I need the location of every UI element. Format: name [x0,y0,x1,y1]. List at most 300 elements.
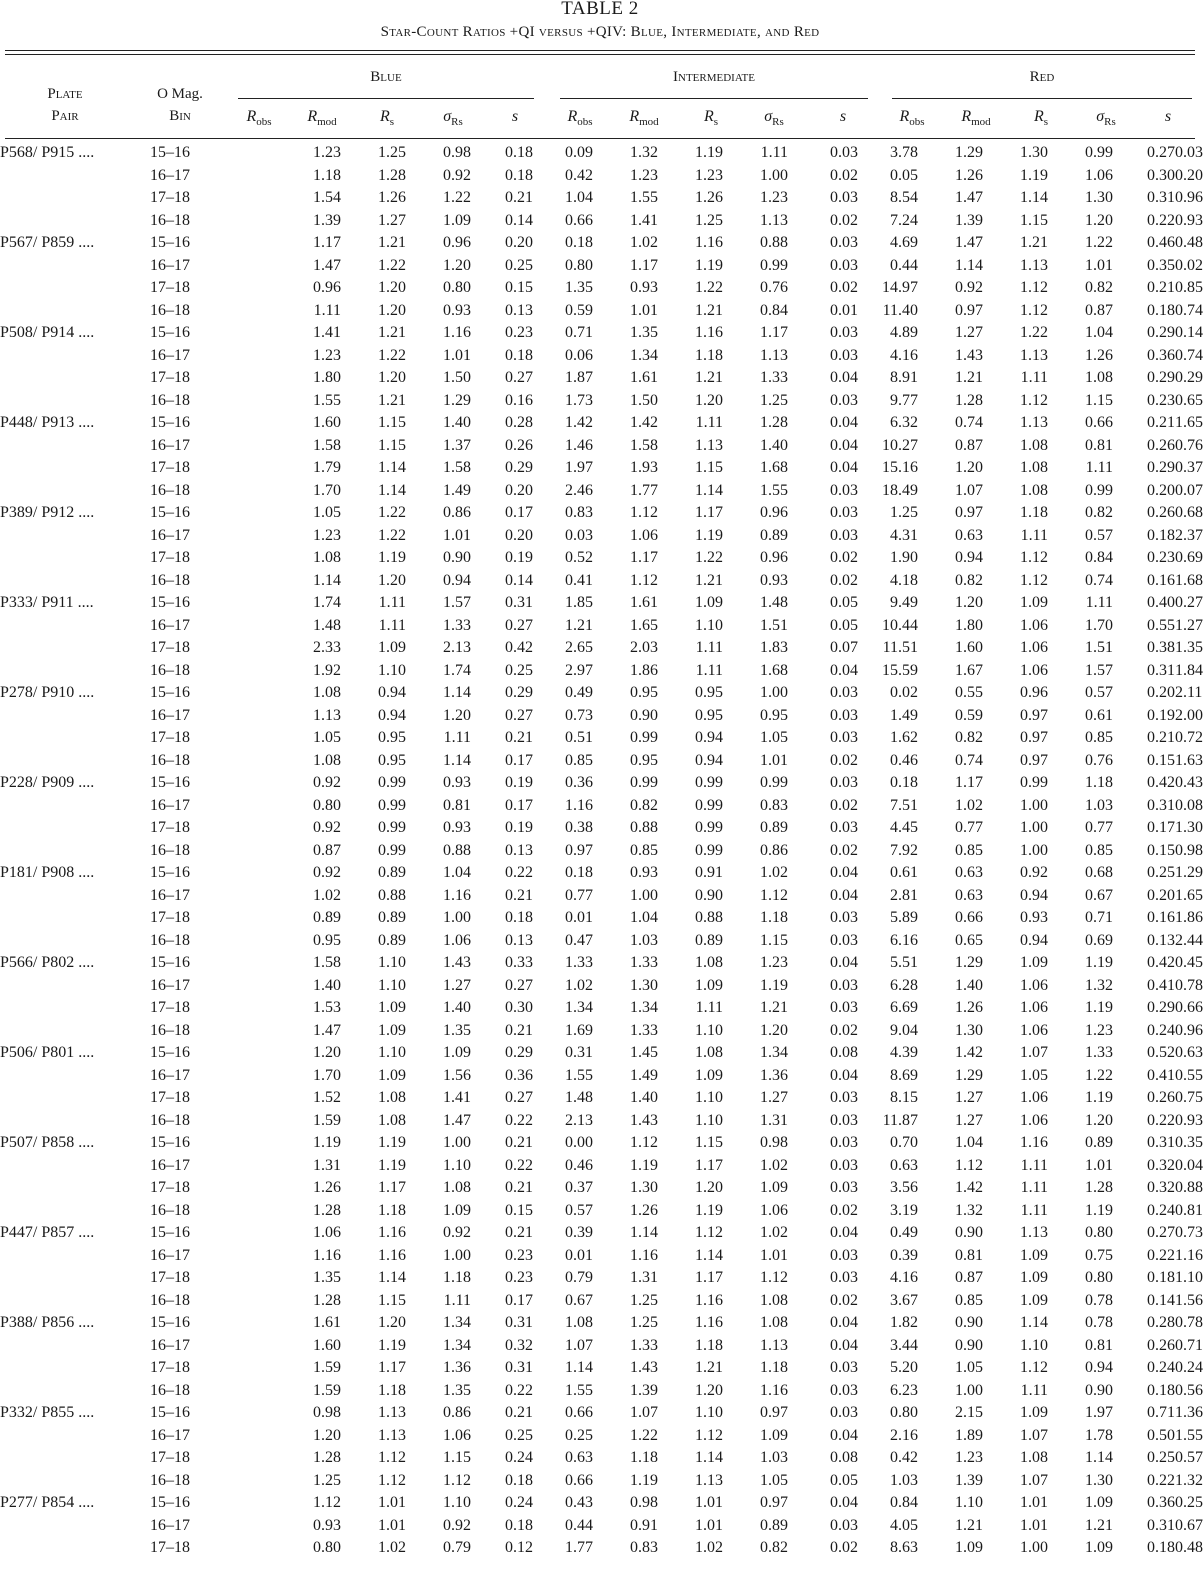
cell-mag-bin: 16–18 [150,1021,190,1039]
cell-mag-bin: 16–18 [150,391,190,409]
cell-value: 0.94 [1020,886,1048,904]
cell-value: 1.27 [1175,616,1203,634]
cell-value: 1.61 [630,369,658,386]
cell-value: 0.21 [1147,414,1175,431]
cell-plate-pair [0,1200,150,1223]
cell-value: 1.36 [443,1359,471,1376]
cell-value: 1.55 [313,391,341,409]
cell-value: 0.27 [505,976,533,994]
cell-value: 1.10 [695,616,723,634]
cell-value: 0.69 [1085,931,1113,949]
cell-mag-bin: 15–16 [150,864,190,881]
cell-value: 0.99 [695,796,723,814]
cell-value: 6.23 [890,1381,918,1399]
cell-value: 1.35 [313,1269,341,1286]
cell-value: 0.57 [565,1201,593,1219]
table-row [0,660,1200,683]
table-row [0,682,1200,705]
cell-value: 0.97 [955,504,983,521]
table-row [0,1470,1200,1493]
cell-value: 1.21 [760,999,788,1016]
table-row [0,547,1200,570]
cell-value: 0.03 [830,504,858,521]
table-row [0,1020,1200,1043]
cell-spacer [240,997,276,1020]
cell-plate-pair [0,1537,150,1560]
cell-value: 1.06 [1020,1089,1048,1106]
cell-value: 0.93 [443,301,471,319]
cell-value: 1.25 [630,1291,658,1309]
cell-value: 1.06 [313,1224,341,1241]
cell-value: 0.81 [1175,1201,1203,1219]
table-row [0,952,1200,975]
cell-value: 9.77 [890,391,918,409]
cell-value: 0.03 [830,1134,858,1151]
cell-value: 1.11 [1020,1156,1048,1174]
cell-plate-pair: P508/ P914 .... [0,324,95,341]
cell-value: 0.20 [1175,166,1203,184]
cell-value: 0.76 [1175,436,1203,454]
header-bottom-rule [5,138,1195,139]
cell-value: 0.81 [1085,436,1113,454]
cell-value: 1.09 [378,639,406,656]
cell-value: 2.13 [565,1111,593,1129]
cell-value: 1.19 [1020,166,1048,184]
cell-value: 1.35 [443,1381,471,1399]
cell-value: 1.28 [313,1291,341,1309]
cell-value: 0.27 [1147,144,1175,161]
cell-value: 0.41 [1147,1066,1175,1084]
cell-value: 1.56 [443,1066,471,1084]
cell-value: 0.29 [1147,369,1175,386]
cell-value: 1.12 [1020,279,1048,296]
cell-mag-bin: 15–16 [150,594,190,611]
column-header-red-r-s: $R_s$ [1033,108,1049,129]
cell-value: 1.25 [630,1314,658,1331]
cell-value: 0.37 [565,1179,593,1196]
cell-value: 0.96 [313,279,341,296]
cell-value: 1.05 [760,729,788,746]
cell-value: 1.26 [955,999,983,1016]
cell-value: 0.18 [1147,1269,1175,1286]
cell-value: 4.39 [890,1044,918,1061]
cell-value: 0.95 [378,751,406,769]
cell-value: 1.23 [955,1449,983,1466]
cell-value: 1.11 [313,301,341,319]
cell-value: 1.20 [443,706,471,724]
cell-value: 1.55 [565,1381,593,1399]
cell-value: 0.94 [955,549,983,566]
column-header-blue-r-mod: $R_{mod}$ [307,108,337,129]
cell-value: 0.80 [1085,1269,1113,1286]
cell-value: 0.26 [1147,1089,1175,1106]
cell-value: 0.81 [443,796,471,814]
cell-value: 1.19 [1085,1201,1113,1219]
column-header-intermediate-sigma-rs: $\sigma_{Rs}$ [764,108,784,129]
cell-value: 0.18 [565,864,593,881]
cell-value: 1.26 [313,1179,341,1196]
cell-spacer [240,705,276,728]
cell-value: 1.14 [695,1246,723,1264]
cell-spacer [240,300,276,323]
cell-value: 1.83 [760,639,788,656]
cell-value: 0.94 [1020,931,1048,949]
cell-value: 1.10 [695,1111,723,1129]
group-red: Red [1029,69,1055,85]
cell-value: 1.13 [378,1404,406,1421]
cell-value: 1.01 [378,1494,406,1511]
cell-mag-bin: 16–17 [150,616,190,634]
cell-value: 1.13 [760,211,788,229]
cell-value: 1.61 [313,1314,341,1331]
cell-value: 0.95 [760,706,788,724]
cell-value: 0.13 [1147,931,1175,949]
cell-value: 1.31 [630,1269,658,1286]
table-row [0,840,1200,863]
cell-value: 0.47 [565,931,593,949]
cell-value: 1.28 [1085,1179,1113,1196]
cell-value: 1.12 [1020,391,1048,409]
cell-spacer [240,1402,276,1425]
cell-value: 1.14 [378,1269,406,1286]
cell-value: 1.10 [955,1494,983,1511]
group-rule-intermediate [560,98,868,99]
cell-value: 1.09 [1020,954,1048,971]
cell-value: 1.19 [695,1201,723,1219]
cell-plate-pair [0,300,150,323]
cell-value: 1.10 [695,1089,723,1106]
header-plate: Plate [47,86,83,102]
cell-value: 0.75 [1175,1089,1203,1106]
cell-value: 1.21 [378,324,406,341]
cell-value: 0.17 [505,796,533,814]
cell-spacer [240,1110,276,1133]
cell-plate-pair [0,1155,150,1178]
cell-value: 1.12 [630,1134,658,1151]
cell-value: 0.85 [1085,841,1113,859]
cell-value: 0.80 [313,796,341,814]
cell-value: 1.05 [313,504,341,521]
cell-value: 1.52 [313,1089,341,1106]
cell-value: 0.23 [505,1246,533,1264]
cell-value: 0.02 [830,796,858,814]
table-row [0,637,1200,660]
cell-value: 1.97 [1085,1404,1113,1421]
cell-value: 0.15 [505,1201,533,1219]
cell-value: 0.87 [1085,301,1113,319]
cell-value: 1.22 [443,189,471,206]
cell-value: 0.95 [630,751,658,769]
cell-value: 0.29 [1147,324,1175,341]
cell-value: 1.16 [1175,1246,1203,1264]
cell-value: 0.22 [505,864,533,881]
cell-value: 1.17 [760,324,788,341]
cell-value: 1.09 [695,976,723,994]
cell-value: 1.28 [313,1449,341,1466]
cell-value: 0.88 [1175,1179,1203,1196]
cell-value: 1.20 [313,1426,341,1444]
cell-value: 1.21 [695,1359,723,1376]
cell-value: 0.21 [1147,279,1175,296]
cell-value: 0.63 [1175,1044,1203,1061]
cell-value: 1.18 [378,1381,406,1399]
cell-value: 0.98 [1175,841,1203,859]
cell-value: 0.03 [565,526,593,544]
cell-value: 1.36 [1175,1404,1203,1421]
cell-spacer [240,1132,276,1155]
cell-value: 1.35 [443,1021,471,1039]
cell-value: 0.88 [760,234,788,251]
cell-value: 1.06 [443,1426,471,1444]
group-rule-red [892,98,1192,99]
cell-spacer [240,772,276,795]
cell-value: 1.08 [1020,1449,1048,1466]
table-row [0,795,1200,818]
cell-value: 1.10 [695,1021,723,1039]
cell-value: 0.23 [1147,391,1175,409]
cell-value: 1.09 [1085,1539,1113,1556]
cell-plate-pair [0,1470,150,1493]
cell-value: 1.09 [760,1426,788,1444]
cell-value: 1.45 [630,1044,658,1061]
cell-plate-pair [0,187,150,210]
cell-value: 0.71 [1147,1404,1175,1421]
cell-value: 1.22 [378,256,406,274]
cell-plate-pair [0,975,150,998]
cell-value: 0.46 [890,751,918,769]
cell-value: 0.07 [830,639,858,656]
cell-value: 1.16 [443,886,471,904]
table-row [0,367,1200,390]
cell-value: 0.88 [630,819,658,836]
cell-value: 1.36 [760,1066,788,1084]
cell-value: 0.03 [1175,144,1203,161]
cell-value: 0.85 [1175,279,1203,296]
cell-plate-pair [0,1335,150,1358]
cell-mag-bin: 17–18 [150,909,190,926]
cell-value: 4.69 [890,234,918,251]
cell-mag-bin: 16–17 [150,976,190,994]
cell-value: 1.17 [695,1269,723,1286]
cell-value: 1.17 [313,234,341,251]
cell-plate-pair [0,1110,150,1133]
cell-value: 1.26 [1085,346,1113,364]
cell-value: 0.22 [1147,1471,1175,1489]
cell-value: 4.89 [890,324,918,341]
cell-value: 1.27 [955,1111,983,1129]
cell-value: 0.03 [830,1179,858,1196]
cell-value: 1.08 [313,684,341,701]
cell-plate-pair: P568/ P915 .... [0,144,95,161]
cell-value: 0.03 [830,1381,858,1399]
cell-value: 0.24 [1147,1201,1175,1219]
cell-value: 1.08 [1085,369,1113,386]
cell-value: 0.18 [505,909,533,926]
cell-value: 6.16 [890,931,918,949]
cell-value: 1.21 [1085,1516,1113,1534]
cell-value: 0.85 [565,751,593,769]
cell-value: 0.97 [760,1404,788,1421]
cell-value: 1.00 [443,1134,471,1151]
cell-value: 1.09 [378,1021,406,1039]
cell-value: 1.19 [1085,1089,1113,1106]
cell-mag-bin: 16–18 [150,1471,190,1489]
cell-value: 0.04 [830,1066,858,1084]
cell-value: 1.73 [565,391,593,409]
cell-value: 1.23 [313,526,341,544]
cell-value: 1.70 [313,481,341,499]
cell-value: 0.36 [565,774,593,791]
cell-value: 0.67 [1085,886,1113,904]
cell-plate-pair [0,390,150,413]
cell-value: 1.11 [695,999,723,1016]
cell-value: 0.82 [955,571,983,589]
cell-value: 1.18 [443,1269,471,1286]
cell-value: 0.24 [505,1494,533,1511]
cell-value: 1.13 [695,436,723,454]
cell-plate-pair [0,210,150,233]
cell-value: 1.21 [378,234,406,251]
cell-mag-bin: 15–16 [150,234,190,251]
cell-spacer [240,525,276,548]
cell-value: 1.09 [1020,1404,1048,1421]
cell-value: 0.93 [313,1516,341,1534]
cell-value: 0.19 [1147,706,1175,724]
cell-value: 0.87 [955,436,983,454]
column-header-blue-r-obs: $R_{obs}$ [246,108,272,129]
cell-value: 7.24 [890,211,918,229]
cell-value: 0.03 [830,234,858,251]
cell-value: 1.49 [443,481,471,499]
cell-value: 0.74 [955,414,983,431]
cell-value: 0.14 [1147,1291,1175,1309]
cell-spacer [240,1200,276,1223]
cell-value: 0.18 [505,144,533,161]
cell-value: 0.89 [1085,1134,1113,1151]
cell-value: 0.21 [505,1179,533,1196]
cell-value: 1.11 [1085,459,1113,476]
cell-value: 1.11 [1085,594,1113,611]
cell-value: 1.09 [1020,1291,1048,1309]
cell-spacer [240,1087,276,1110]
cell-value: 0.04 [830,414,858,431]
cell-value: 0.01 [565,909,593,926]
table-row [0,1087,1200,1110]
cell-value: 1.02 [760,864,788,881]
cell-value: 1.01 [695,1516,723,1534]
cell-value: 1.13 [378,1426,406,1444]
column-header-intermediate-r-mod: $R_{mod}$ [629,108,659,129]
cell-value: 1.16 [695,1291,723,1309]
table-row [0,480,1200,503]
cell-value: 0.74 [1175,301,1203,319]
cell-value: 1.18 [760,909,788,926]
cell-value: 0.97 [1020,706,1048,724]
cell-value: 1.04 [443,864,471,881]
group-rule-blue [238,98,534,99]
cell-value: 0.73 [565,706,593,724]
cell-value: 1.23 [313,144,341,161]
cell-value: 0.97 [1020,729,1048,746]
cell-value: 1.27 [955,1089,983,1106]
cell-value: 0.84 [760,301,788,319]
cell-value: 1.20 [955,459,983,476]
cell-value: 2.15 [955,1404,983,1421]
group-intermediate: Intermediate [673,69,755,85]
cell-mag-bin: 17–18 [150,1449,190,1466]
cell-value: 6.28 [890,976,918,994]
cell-value: 0.23 [505,1269,533,1286]
cell-value: 1.86 [630,661,658,679]
cell-value: 0.82 [760,1539,788,1556]
cell-value: 1.11 [695,661,723,679]
cell-value: 0.02 [890,684,918,701]
cell-value: 0.38 [1147,639,1175,656]
cell-plate-pair [0,277,150,300]
cell-value: 0.31 [1147,189,1175,206]
cell-value: 1.35 [1175,639,1203,656]
cell-value: 0.03 [830,346,858,364]
cell-value: 1.12 [378,1449,406,1466]
cell-plate-pair [0,1290,150,1313]
cell-spacer [240,210,276,233]
cell-value: 1.50 [443,369,471,386]
cell-value: 1.27 [378,211,406,229]
cell-value: 1.01 [630,301,658,319]
cell-value: 4.05 [890,1516,918,1534]
table-row [0,1222,1200,1245]
cell-value: 0.95 [630,684,658,701]
cell-value: 2.33 [313,639,341,656]
cell-value: 10.27 [882,436,918,454]
cell-mag-bin: 17–18 [150,1089,190,1106]
cell-value: 0.71 [1085,909,1113,926]
cell-value: 1.17 [630,256,658,274]
cell-value: 3.44 [890,1336,918,1354]
cell-spacer [240,750,276,773]
table-row [0,1042,1200,1065]
cell-value: 0.22 [505,1156,533,1174]
cell-plate-pair [0,1087,150,1110]
cell-spacer [240,1425,276,1448]
cell-value: 1.17 [695,1156,723,1174]
cell-value: 1.90 [890,549,918,566]
column-header-intermediate-s: s [839,108,847,125]
cell-value: 1.39 [955,211,983,229]
cell-mag-bin: 16–17 [150,796,190,814]
cell-value: 0.65 [955,931,983,949]
cell-mag-bin: 16–18 [150,931,190,949]
cell-value: 0.26 [1147,436,1175,454]
cell-value: 0.96 [1175,1021,1203,1039]
cell-plate-pair [0,817,150,840]
cell-value: 1.40 [313,976,341,994]
cell-mag-bin: 16–17 [150,1516,190,1534]
cell-value: 1.68 [760,459,788,476]
cell-value: 1.13 [760,346,788,364]
cell-value: 0.31 [565,1044,593,1061]
cell-value: 1.18 [378,1201,406,1219]
cell-value: 1.11 [443,729,471,746]
cell-value: 1.19 [760,976,788,994]
cell-value: 0.21 [505,729,533,746]
cell-plate-pair [0,1447,150,1470]
cell-value: 0.36 [1147,346,1175,364]
table-row [0,1177,1200,1200]
cell-value: 1.09 [1085,1494,1113,1511]
cell-value: 1.34 [565,999,593,1016]
cell-value: 0.82 [630,796,658,814]
